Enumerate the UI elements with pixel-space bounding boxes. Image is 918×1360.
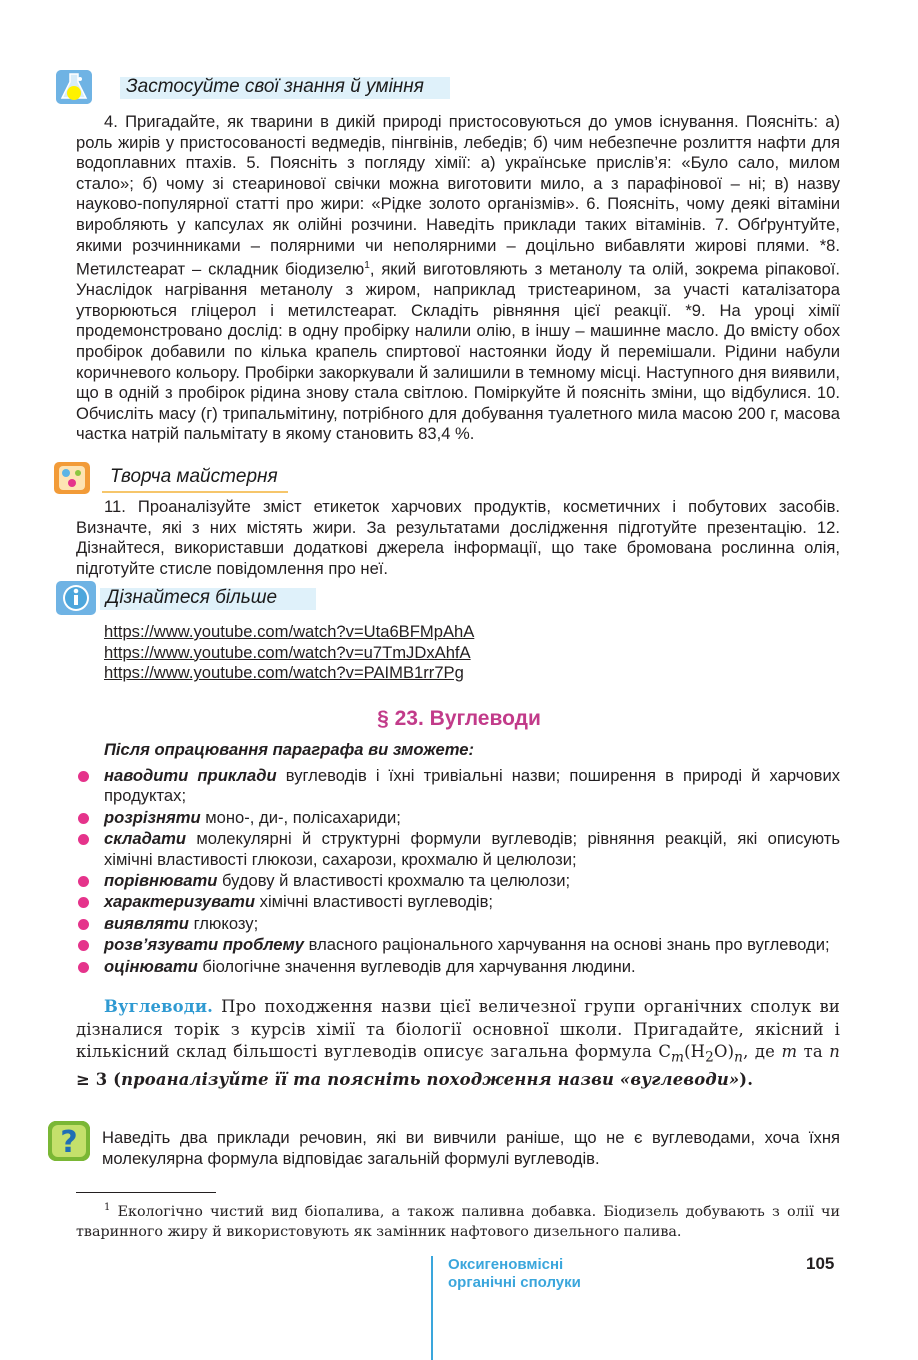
- bullet-icon: [78, 876, 89, 887]
- apply-text-1: 4. Пригадайте, як тварини в дикій природі пристосовуються до умов існування. Поясніть: а) роль жирів у пристосованості ведмедів, пінгвінів, лебедів; б) чим небезпечне розлиття нафти для водоплавних птахів. 5. Поясніть з погляду хімії: а) українське прислів’я: «Було сало, милом стало»; б) чому зі стеаринової свічки можна виготовити мило, а з парафінової – ні; в) назву науково-популярної статті про жири: «Рідке золото організмів». 6. Поясніть, чому деякі вітаміни виробляють у капсулах як олійні розчини. Наведіть приклади таких вітамінів. 7. Обґрунтуйте, якими розчинниками – полярними чи неполярними – доцільно вибавляти жирові плями. *8. Метилстеарат – складник біодизелю: [76, 112, 840, 279]
- goal-item: складати молекулярні й структурні формули вуглеводів; рівняння реакцій, які описують хімічні властивості глюкози, сахарози, крохмалю й целюлози;: [78, 829, 840, 870]
- creative-paragraph: [76, 497, 840, 579]
- goal-item: розрізняти моно-, ди-, полісахариди;: [78, 808, 840, 828]
- section-header-creative: [54, 462, 294, 486]
- goals-intro: Після опрацювання параграфа ви зможете:: [104, 740, 475, 759]
- question-icon: [48, 1121, 90, 1161]
- link-list: [104, 622, 474, 684]
- goal-item: порівнювати будову й властивості крохмалю та целюлози;: [78, 871, 840, 891]
- flask-icon: [56, 70, 92, 104]
- bullet-icon: [78, 897, 89, 908]
- bullet-icon: [78, 834, 89, 845]
- chapter-label: Оксигеновмісні органічні сполуки: [448, 1256, 581, 1291]
- bullet-icon: [78, 962, 89, 973]
- paragraph-heading: § 23. Вуглеводи: [377, 707, 541, 730]
- creative-text: 11. Проаналізуйте зміст етикеток харчових продуктів, косметичних і побутових засобів. Визначте, які з них містять жири. За результатами дослідження підготуйте презентацію. 12. Дізнайтеся, використавши додаткові джерела інформації, що таке бромована рослинна олія, підготуйте стисле повідомлення про неї.: [76, 497, 840, 578]
- goal-item: наводити приклади вуглеводів і їхні тривіальні назви; поширення в природі й харчових продуктах;: [78, 766, 840, 807]
- bullet-icon: [78, 940, 89, 951]
- palette-icon: [54, 462, 90, 494]
- section-header-learn-more: [56, 581, 326, 608]
- question-text: Наведіть два приклади речовин, які ви вивчили раніше, що не є вуглеводами, хоча їхня молекулярна формула відповідає загальній формулі вуглеводів.: [102, 1128, 840, 1168]
- footnote-divider: [76, 1192, 216, 1193]
- footer-divider: [431, 1256, 433, 1360]
- section-header-apply: [56, 70, 456, 97]
- video-link-3[interactable]: https://www.youtube.com/watch?v=PAIMB1rr7Pg: [104, 663, 464, 683]
- footnote-reference[interactable]: 1: [364, 260, 370, 272]
- footnote: $^1$ Екологічно чистий вид біопалива, а також паливна добавка. Біодизель добувають з олії чи тваринного жиру й використовують як замінник нафтового дизельного палива.: [76, 1202, 840, 1240]
- svg-text:?: ?: [60, 1125, 78, 1160]
- goal-item: оцінювати біологічне значення вуглеводів для харчування людини.: [78, 957, 840, 977]
- section-title-creative: Творча майстерня: [110, 466, 278, 487]
- video-link-2[interactable]: https://www.youtube.com/watch?v=u7TmJDxAhfA: [104, 642, 471, 662]
- info-icon: [56, 581, 96, 615]
- goal-item: розв’язувати проблему власного раціонального харчування на основі знань про вуглеводи;: [78, 935, 840, 955]
- term-carbohydrates: Вуглеводи.: [104, 997, 213, 1016]
- video-link-1[interactable]: https://www.youtube.com/watch?v=Uta6BFMpAhA: [104, 622, 475, 641]
- bullet-icon: [78, 919, 89, 930]
- section-title-learn-more: Дізнайтеся більше: [106, 587, 278, 608]
- page-number: 105: [806, 1254, 835, 1273]
- goal-item: характеризувати хімічні властивості вуглеводів;: [78, 892, 840, 912]
- bullet-icon: [78, 771, 89, 782]
- apply-text-2: , який виготовляють з метанолу та олій, зокрема ріпакової. Унаслідок нагрівання метанолу з жиром, наприклад тристеарином, за участі каталізатора утворюються гліцерол і метилстеарат. Складіть рівняння цієї реакції. *9. На уроці хімії продемонстровано дослід: в одну пробірку налили олію, в іншу – машинне масло. До вмісту обох пробірок добавили по кілька крапель спиртової настоянки йоду й перемішали. Рідини набули коричневого кольору. Пробірки закоркували й залишили в темному місці. Наступного дня виявили, що в одній з пробірок рідина знову стала світлою. Поміркуйте й поясніть зміни, що відбулися. 10. Обчисліть масу (г) трипальмітину, потрібного для добування туалетного мила масою 200 г, масова частка натрій пальмітату в якому становить 83,4 %.: [76, 259, 841, 444]
- goal-item: виявляти глюкозу;: [78, 914, 840, 934]
- goals-list: [78, 766, 840, 978]
- bullet-icon: [78, 813, 89, 824]
- section-title-apply: Застосуйте свої знання й уміння: [126, 76, 424, 97]
- carbs-paragraph: Вуглеводи. Про походження назви цієї величезної групи органічних сполук ви дізналися торік з курсів хімії та біології основної школи. Пригадайте, якісний і кількісний склад більшості вуглеводів описує загальна формула $C_m(H_2O)_n$, де m та n ≥ 3 (проаналізуйте її та поясніть походження назви «вуглеводи»).: [76, 997, 840, 1090]
- apply-paragraph: [76, 112, 840, 445]
